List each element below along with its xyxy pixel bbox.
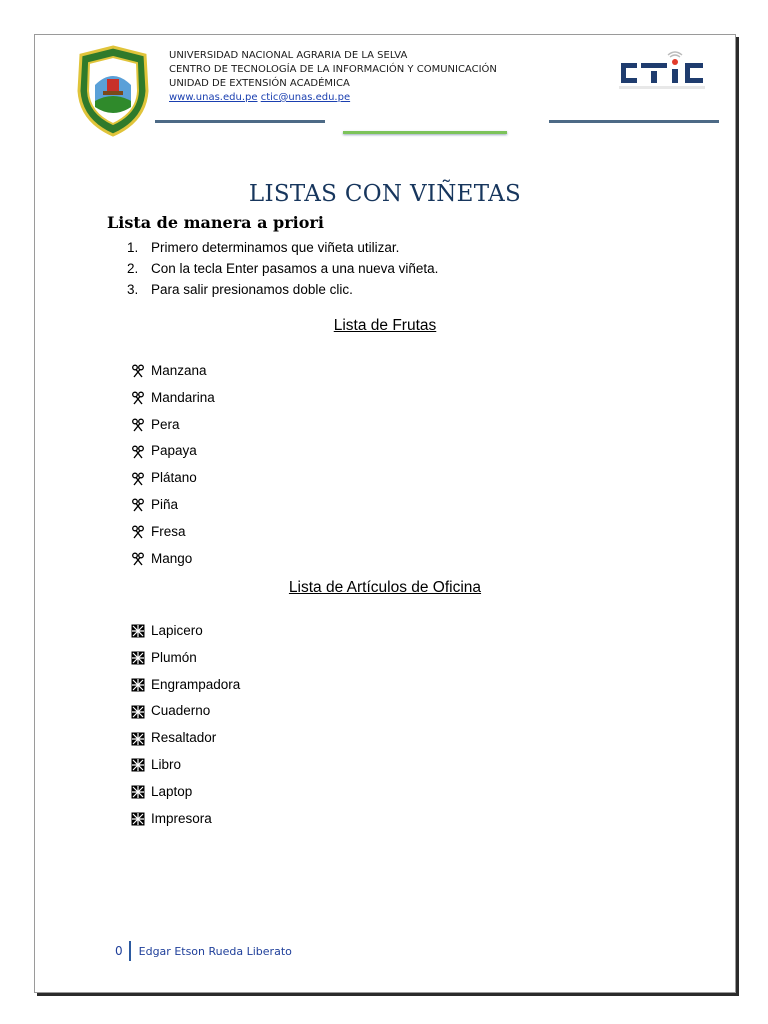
fruit-item: Papaya (131, 438, 215, 465)
office-item: Resaltador (131, 725, 240, 752)
checkered-square-bullet-icon (131, 732, 145, 746)
fruit-item: Manzana (131, 358, 215, 385)
header-rule-left (155, 120, 325, 123)
scissors-bullet-icon (131, 472, 145, 486)
scissors-bullet-icon (131, 418, 145, 432)
checkered-square-bullet-icon (131, 812, 145, 826)
page-footer (115, 941, 292, 961)
office-item: Laptop (131, 779, 240, 806)
office-item: Impresora (131, 806, 240, 833)
step-item: 3. Para salir presionamos doble clic. (127, 282, 353, 297)
page-title: LISTAS CON VIÑETAS (248, 181, 522, 207)
fruits-list-title: Lista de Frutas (333, 317, 437, 334)
step-item: 1. Primero determinamos que viñeta utilizar. (127, 240, 400, 255)
document-page (34, 34, 736, 993)
fruits-list (131, 358, 215, 572)
institution-header (169, 49, 497, 105)
checkered-square-bullet-icon (131, 758, 145, 772)
step-item: 2. Con la tecla Enter pasamos a una nueva viñeta. (127, 261, 439, 276)
ctic-logo (615, 45, 721, 95)
checkered-square-bullet-icon (131, 651, 145, 665)
scissors-bullet-icon (131, 552, 145, 566)
section-heading: Lista de manera a priori (107, 213, 324, 232)
office-item: Plumón (131, 645, 240, 672)
scissors-bullet-icon (131, 525, 145, 539)
office-list-title: Lista de Artículos de Oficina (288, 579, 482, 596)
website-link[interactable]: www.unas.edu.pe (169, 92, 258, 103)
header-rule-center (343, 131, 507, 134)
header-rule-right (549, 120, 719, 123)
checkered-square-bullet-icon (131, 678, 145, 692)
footer-author: Edgar Etson Rueda Liberato (138, 944, 292, 958)
office-item: Libro (131, 752, 240, 779)
fruit-item: Mango (131, 546, 215, 573)
fruit-item: Plátano (131, 465, 215, 492)
office-item: Engrampadora (131, 672, 240, 699)
checkered-square-bullet-icon (131, 785, 145, 799)
center-name: CENTRO DE TECNOLOGÍA DE LA INFORMACIÓN Y COMUNICACIÓN (169, 64, 497, 75)
footer-divider (129, 941, 131, 961)
fruit-item: Pera (131, 412, 215, 439)
checkered-square-bullet-icon (131, 624, 145, 638)
office-list (131, 618, 240, 832)
scissors-bullet-icon (131, 364, 145, 378)
fruit-item: Fresa (131, 519, 215, 546)
scissors-bullet-icon (131, 445, 145, 459)
university-logo (75, 45, 151, 137)
checkered-square-bullet-icon (131, 705, 145, 719)
university-name: UNIVERSIDAD NACIONAL AGRARIA DE LA SELVA (169, 50, 408, 61)
office-item: Lapicero (131, 618, 240, 645)
unit-name: UNIDAD DE EXTENSIÓN ACADÉMICA (169, 78, 350, 89)
email-link[interactable]: ctic@unas.edu.pe (260, 92, 351, 103)
numbered-steps (127, 237, 438, 300)
page-number: 0 (115, 944, 123, 958)
scissors-bullet-icon (131, 391, 145, 405)
scissors-bullet-icon (131, 498, 145, 512)
fruit-item: Piña (131, 492, 215, 519)
fruit-item: Mandarina (131, 385, 215, 412)
office-item: Cuaderno (131, 698, 240, 725)
